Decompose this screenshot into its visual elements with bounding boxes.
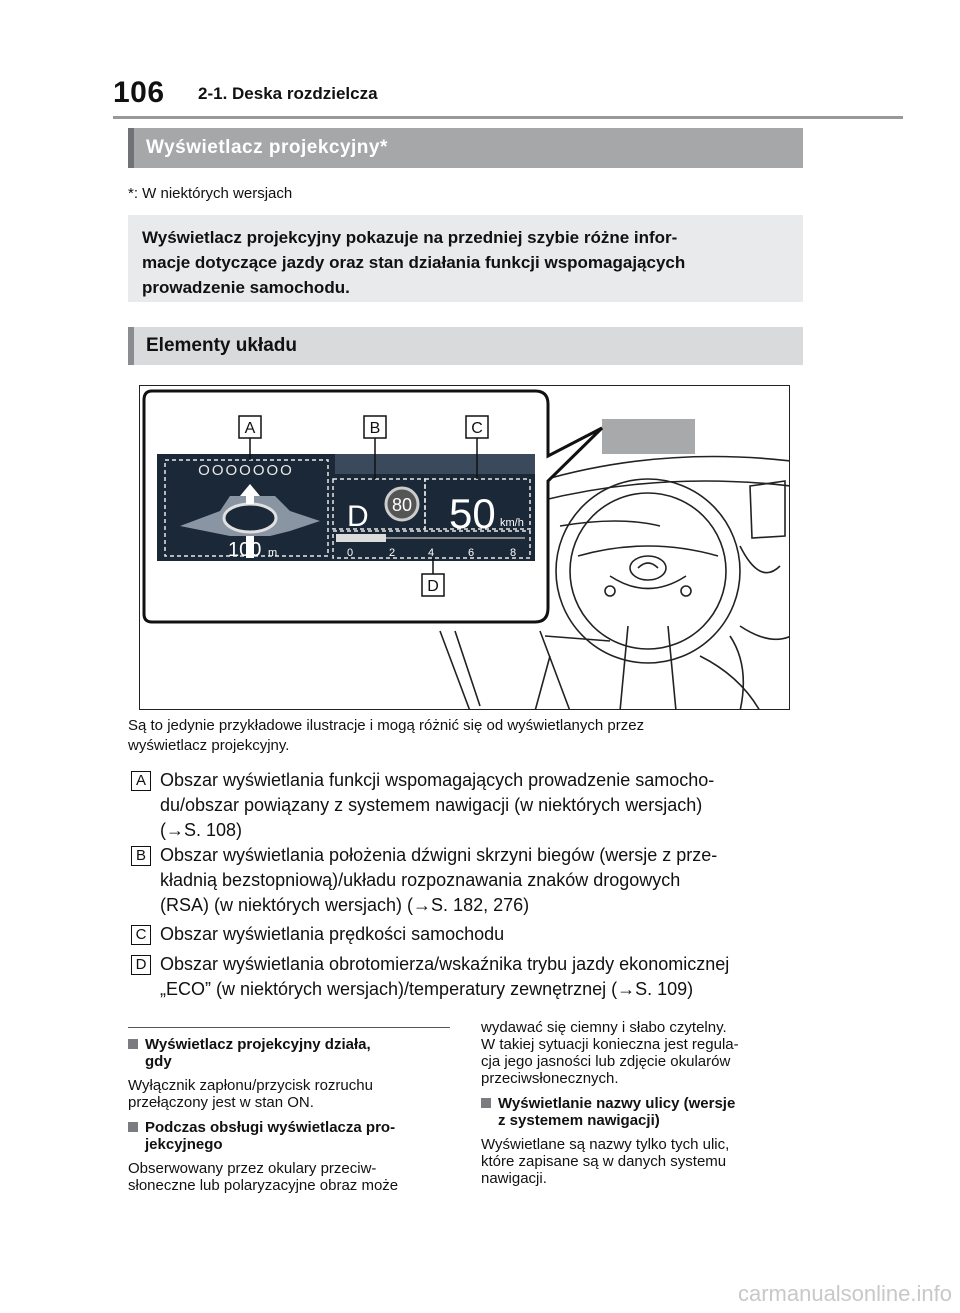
tach-tick: 6 [468, 547, 475, 559]
tach-tick: 8 [510, 547, 517, 559]
intro-box [128, 215, 803, 302]
item-b [160, 843, 810, 918]
item-line: Obszar wyświetlania położenia dźwigni skrzyni biegów (wersje z prze- [160, 845, 718, 865]
item-letter-a: A [131, 771, 151, 791]
item-line: (→S. 108) [160, 820, 243, 840]
paragraph: Wyłącznik zapłonu/przycisk rozruchu przełączony jest w stan ON. [128, 1077, 373, 1111]
intro-line: macje dotyczące jazdy oraz stan działania funkcji wspomagających [142, 253, 686, 272]
item-line: „ECO” (w niektórych wersjach)/temperatury zewnętrznej (→S. 109) [160, 979, 694, 999]
item-line: Obszar wyświetlania prędkości samochodu [160, 924, 505, 944]
paragraph: Obserwowany przez okulary przeciw- słoneczne lub polaryzacyjne obraz może [128, 1160, 399, 1194]
item-a [160, 768, 810, 843]
square-bullet-icon [481, 1098, 491, 1108]
label-b: B [369, 420, 381, 437]
hud-projection-area [602, 419, 695, 454]
hud-gear: D [347, 500, 369, 533]
subheading-operation: Podczas obsługi wyświetlacza pro- jekcyjnego [128, 1119, 453, 1153]
header-rule [113, 116, 903, 119]
square-bullet-icon [128, 1122, 138, 1132]
paragraph: Wyświetlane są nazwy tylko tych ulic, które zapisane są w danych systemu nawigacji. [481, 1136, 730, 1187]
section-title: Wyświetlacz projekcyjny* [146, 137, 388, 158]
item-line: kładnią bezstopniową)/układu rozpoznawania znaków drogowych [160, 870, 681, 890]
item-letter-d: D [131, 955, 151, 975]
hud-diagram-svg [140, 386, 790, 710]
tachometer-bar [336, 534, 386, 542]
components-title: Elementy układu [146, 335, 297, 356]
footnote: *: W niektórych wersjach [128, 185, 293, 202]
page-number: 106 [113, 76, 165, 109]
square-bullet-icon [128, 1039, 138, 1049]
tach-tick: 2 [389, 547, 396, 559]
hud-speed: 50 [449, 490, 496, 537]
caption-line: wyświetlacz projekcyjny. [128, 737, 290, 754]
left-column [128, 1036, 453, 1202]
hud-speed-unit: km/h [500, 517, 524, 529]
hud-distance: 100 [228, 539, 262, 561]
item-line: Obszar wyświetlania funkcji wspomagających prowadzenie samocho- [160, 770, 715, 790]
hud-distance-unit: m [268, 547, 278, 559]
paragraph: wydawać się ciemny i słabo czytelny. W takiej sytuacji konieczna jest regula- cja jego jasności lub zdjęcie okularów przeciwsłonecznych. [481, 1019, 739, 1087]
tach-tick: 0 [347, 547, 354, 559]
item-d [160, 952, 810, 1002]
section-title-bar [128, 128, 803, 168]
right-column [481, 1019, 803, 1195]
column-rule [128, 1027, 450, 1028]
caption-line: Są to jedynie przykładowe ilustracje i mogą różnić się od wyświetlanych przez [128, 717, 645, 734]
label-d: D [427, 578, 439, 595]
label-a: A [244, 420, 256, 437]
chapter-title: 2-1. Deska rozdzielcza [198, 84, 378, 103]
intro-line: Wyświetlacz projekcyjny pokazuje na przedniej szybie różne infor- [142, 228, 678, 247]
subheading-display-works: Wyświetlacz projekcyjny działa, gdy [128, 1036, 453, 1070]
watermark: carmanualsonline.info [737, 1281, 952, 1306]
item-letter-c: C [131, 925, 151, 945]
figure-caption [128, 716, 798, 756]
label-c: C [471, 420, 483, 437]
hud-speed-limit: 80 [391, 495, 413, 515]
subheading-street-names: Wyświetlanie nazwy ulicy (wersje z systemem nawigacji) [481, 1095, 803, 1129]
tach-tick: 4 [428, 547, 435, 559]
item-line: Obszar wyświetlania obrotomierza/wskaźnika trybu jazdy ekonomicznej [160, 954, 730, 974]
item-line: du/obszar powiązany z systemem nawigacji (w niektórych wersjach) [160, 795, 703, 815]
hud-illustration [139, 385, 790, 710]
item-letter-b: B [131, 846, 151, 866]
hud-dots: OOOOOOO [198, 462, 294, 479]
item-c [160, 922, 810, 947]
item-line: (RSA) (w niektórych wersjach) (→S. 182, 276) [160, 895, 530, 915]
intro-line: prowadzenie samochodu. [142, 278, 350, 297]
components-title-bar [128, 327, 803, 365]
